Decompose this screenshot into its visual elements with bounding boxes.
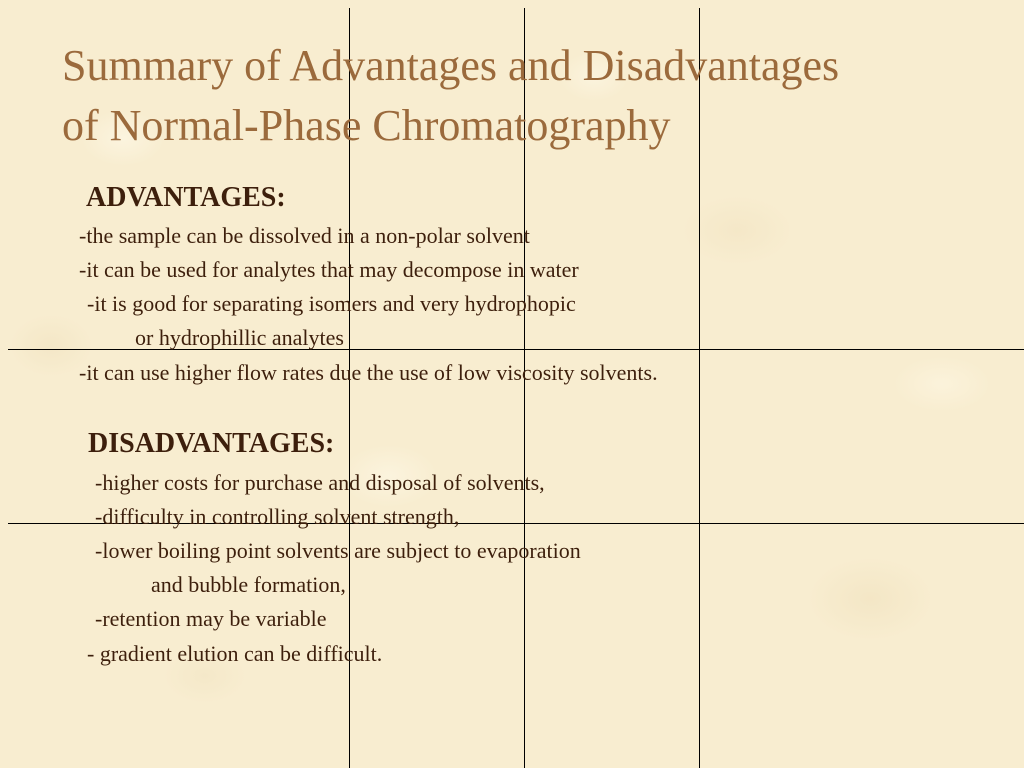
advantage-item-1: -the sample can be dissolved in a non-polar solvent bbox=[79, 223, 530, 248]
slide-title-line-2: of Normal-Phase Chromatography bbox=[62, 101, 671, 150]
advantage-item-3-continued: or hydrophillic analytes bbox=[135, 325, 344, 350]
advantage-item-2: -it can be used for analytes that may decompose in water bbox=[79, 257, 579, 282]
slide-title-line-1: Summary of Advantages and Disadvantages bbox=[62, 41, 840, 90]
disadvantage-item-3-continued: and bubble formation, bbox=[151, 572, 346, 597]
disadvantage-item-3: -lower boiling point solvents are subject to evaporation bbox=[95, 538, 581, 563]
disadvantage-item-2: -difficulty in controlling solvent strength, bbox=[95, 504, 460, 529]
disadvantage-item-4: -retention may be variable bbox=[95, 606, 327, 631]
advantages-heading: ADVANTAGES: bbox=[86, 182, 286, 213]
disadvantage-item-5: - gradient elution can be difficult. bbox=[87, 641, 383, 666]
disadvantages-heading: DISADVANTAGES: bbox=[88, 428, 335, 459]
slide-title bbox=[62, 36, 839, 156]
advantage-item-4: -it can use higher flow rates due the use of low viscosity solvents. bbox=[79, 360, 658, 385]
disadvantage-item-1: -higher costs for purchase and disposal of solvents, bbox=[95, 470, 545, 495]
advantage-item-3: -it is good for separating isomers and very hydrophopic bbox=[87, 291, 576, 316]
